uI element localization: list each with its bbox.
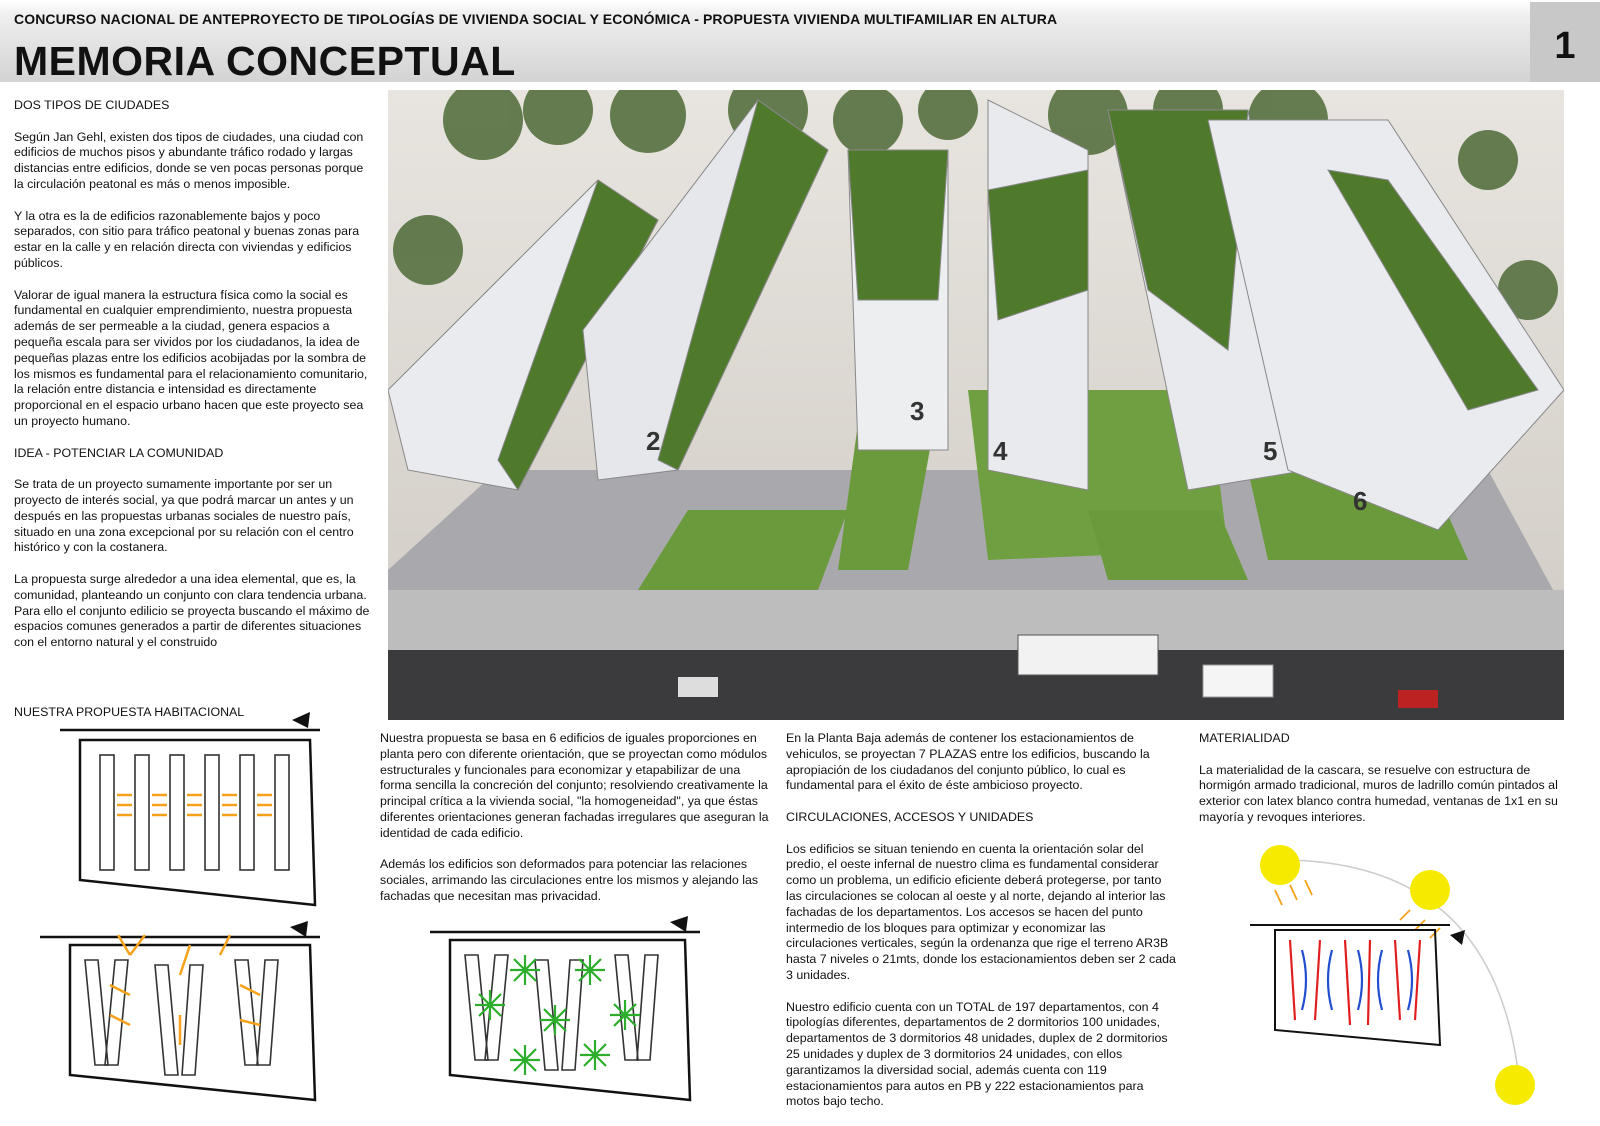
building-number: 6 bbox=[1353, 486, 1368, 516]
heading-materialidad: MATERIALIDAD bbox=[1199, 731, 1290, 745]
page-title: MEMORIA CONCEPTUAL bbox=[14, 38, 516, 84]
north-arrow-icon bbox=[292, 712, 310, 728]
paragraph: Nuestro edificio cuenta con un TOTAL de 197 departamentos, con 4 tipologías diferentes, departamentos de 2 dormitorios 100 unidades, departamentos de 3 dormitorios 48 unidades, duplex de 2 dormitorios 25 unidades y duplex de 3 dormitorios 24 unidades, con ellos garantizamos la diversidad social, además cuenta con 119 estacionamientos para autos en PB y 222 estacionamientos para motos bajo techo. bbox=[786, 999, 1168, 1109]
text-column-3 bbox=[786, 731, 1178, 1126]
north-arrow-icon bbox=[670, 916, 688, 932]
sun-icon bbox=[1410, 870, 1450, 910]
paragraph: Nuestra propuesta se basa en 6 edificios de iguales proporciones en planta pero con diferente orientación, que se proyectan como módulos estructurales y funcionales para economizar y etapabilizar de una forma sencilla la concreción del conjunto; resolviendo creativamente la principal crítica a la vivienda social, "la homogeneidad", ya que éstas diferentes orientaciones generan fachadas irregulares que aseguran la identidad de cada edificio. bbox=[380, 731, 769, 840]
sun-icon bbox=[1260, 845, 1300, 885]
paragraph: Se trata de un proyecto sumamente importante por ser un proyecto de interés social, ya que podrá marcar un antes y un después en las propuestas urbanas sociales de nuestro país, situado en una zona excepcional por su relación con el centro histórico y con la costanera. bbox=[14, 477, 354, 555]
building-number: 4 bbox=[993, 436, 1008, 466]
sun-icon bbox=[1495, 1065, 1535, 1105]
page-number: 1 bbox=[1530, 2, 1600, 82]
competition-subtitle: CONCURSO NACIONAL DE ANTEPROYECTO DE TIPOLOGÍAS DE VIVIENDA SOCIAL Y ECONÓMICA - PROPUESTA VIVIENDA MULTIFAMILIAR EN ALTURA bbox=[14, 11, 1058, 27]
text-column-2 bbox=[380, 731, 775, 921]
solar-diagram bbox=[1250, 840, 1540, 1110]
paragraph: Además los edificios son deformados para potenciar las relaciones sociales, arrimando las circulaciones entre los mismos y alejando las fachadas que necesitan mas privacidad. bbox=[380, 857, 759, 903]
aerial-render-image bbox=[388, 90, 1564, 720]
north-arrow-icon bbox=[1450, 930, 1465, 945]
building-number: 5 bbox=[1263, 436, 1278, 466]
left-text-column bbox=[14, 98, 376, 667]
north-arrow-icon bbox=[290, 921, 308, 937]
building-number: 3 bbox=[910, 396, 925, 426]
heading-circulaciones: CIRCULACIONES, ACCESOS Y UNIDADES bbox=[786, 809, 1034, 824]
heading-idea: IDEA - POTENCIAR LA COMUNIDAD bbox=[14, 445, 224, 460]
aerial-render bbox=[388, 90, 1564, 720]
text-column-4 bbox=[1199, 731, 1579, 842]
paragraph: Según Jan Gehl, existen dos tipos de ciudades, una ciudad con edificios de muchos pisos y abundante tráfico rodado y largas distancias entre edificios, donde se ven pocas personas porque la circulación peatonal es más o menos imposible. bbox=[14, 129, 364, 191]
site-plan-diagram-straight bbox=[60, 700, 350, 910]
heading-propuesta: NUESTRA PROPUESTA HABITACIONAL bbox=[14, 705, 245, 719]
paragraph: En la Planta Baja además de contener los estacionamientos de vehiculos, se proyectan 7 PLAZAS entre los edificios, buscando la apropiación de los ciudadanos del conjunto público, lo cual es fundamental para el éxito de éste ambicioso proyecto. bbox=[786, 731, 1150, 793]
heading-dos-tipos: DOS TIPOS DE CIUDADES bbox=[14, 98, 170, 112]
paragraph: La materialidad de la cascara, se resuelve con estructura de hormigón armado tradicional, muros de ladrillo común pintados al exterior con latex blanco contra humedad, ventanas de 1x1 en su mayoría y revoques interiores. bbox=[1199, 762, 1558, 824]
paragraph: Los edificios se situan teniendo en cuenta la orientación solar del predio, el oeste infernal de nuestro clima es fundamental considerar como un problema, un edificio eficiente deberá protegerse, por tanto las circulaciones se colocan al oeste y al norte, dejando al interior las fachadas de los departamentos. Los accesos se hacen del punto intermedio de los bloques para optimizar y economizar las circulaciones verticales, según la ordenanza que rige el terreno AR3B hasta 7 niveles o 21mts, donde los estacionamientos deben ser 2 cada 3 unidades. bbox=[786, 841, 1176, 982]
paragraph: Y la otra es la de edificios razonablemente bajos y poco separados, con sitio para tráfico peatonal y buenas zonas para estar en la calle y en relación directa con viviendas y edificios públicos. bbox=[14, 208, 360, 270]
paragraph: La propuesta surge alrededor a una idea elemental, que es, la comunidad, planteando un conjunto con clara tendencia urbana. Para ello el conjunto edilicio se proyecta buscando el máximo de espacios comunes generados a partir de diferentes situaciones con el entorno natural y el construido bbox=[14, 571, 370, 650]
site-plan-diagram-deformed bbox=[40, 915, 340, 1105]
plazas-diagram bbox=[430, 910, 720, 1110]
paragraph: Valorar de igual manera la estructura física como la social es fundamental en cualquier emprendimiento, nuestra propuesta además de ser permeable a la ciudad, genera espacios a pequeña escala para ser vividos por los ciudadanos, la idea de pequeñas plazas entre los edificios acobijadas por la sombra de los mismos es fundamental para el relacionamiento comunitario, la relación entre distancia e intensidad es directamente proporcional en el espacio urbano hacen que este proyecto sea un proyecto humano. bbox=[14, 287, 368, 428]
building-number: 2 bbox=[646, 426, 661, 456]
